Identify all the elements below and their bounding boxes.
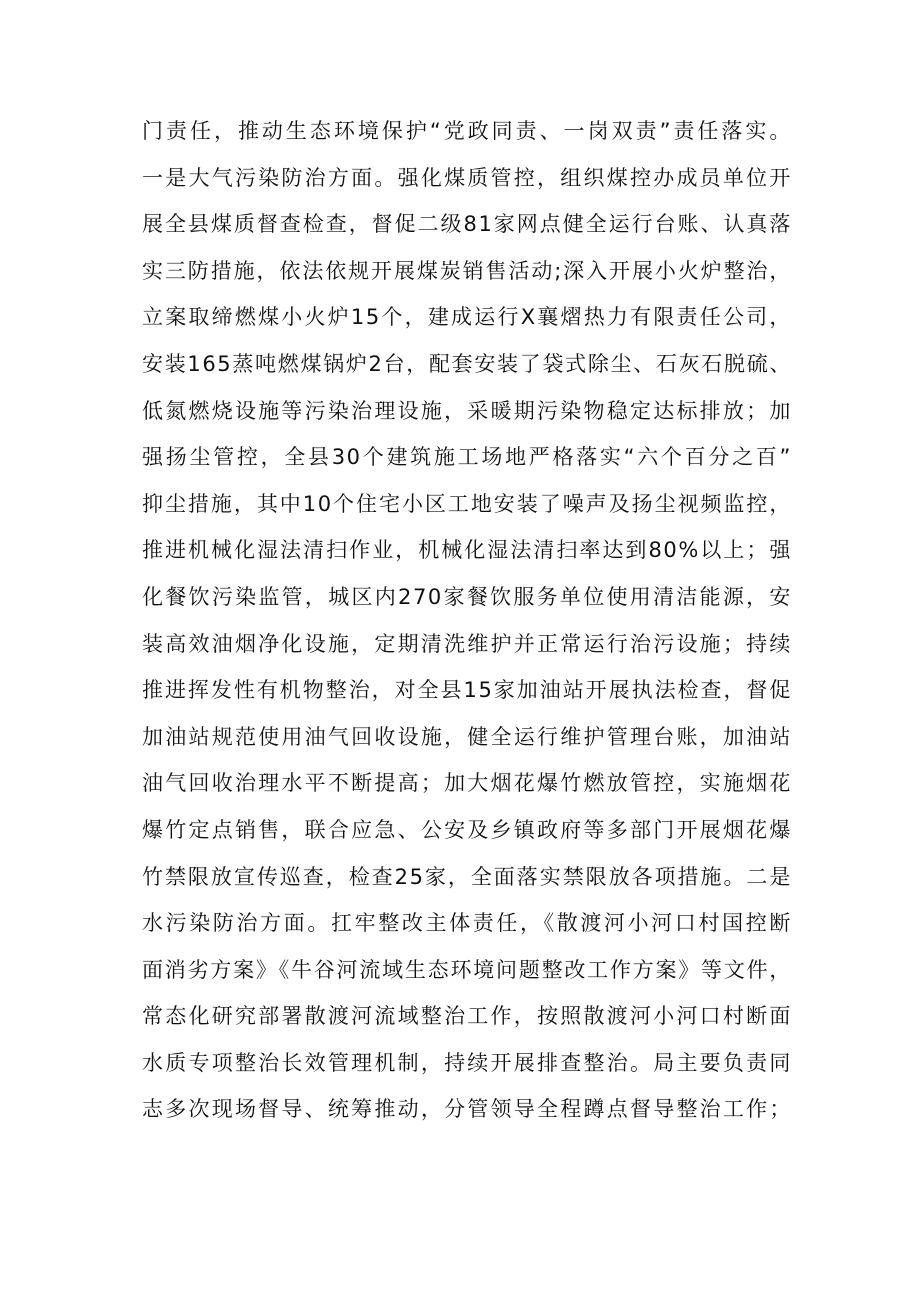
text-line: 爆竹定点销售，联合应急、公安及乡镇政府等多部门开展烟花爆 [142, 817, 792, 842]
text-line: 常态化研究部署散渡河流域整治工作，按照散渡河小河口村断面 [142, 1004, 792, 1029]
text-line: 推进挥发性有机物整治，对全县15家加油站开展执法检查，督促 [142, 678, 792, 703]
text-line: 油气回收治理水平不断提高；加大烟花爆竹燃放管控，实施烟花 [142, 771, 792, 796]
text-line: 安装165蒸吨燃煤锅炉2台，配套安装了袋式除尘、石灰石脱硫、 [142, 351, 792, 376]
text-line: 门责任，推动生态环境保护“党政同责、一岗双责”责任落实。 [142, 119, 792, 143]
text-line: 实三防措施，依法依规开展煤炭销售活动;深入开展小火炉整治， [142, 258, 792, 283]
text-line: 面消劣方案》《牛谷河流域生态环境问题整改工作方案》等文件， [142, 957, 792, 982]
text-line: 装高效油烟净化设施，定期清洗维护并正常运行治污设施；持续 [142, 631, 792, 656]
text-line: 立案取缔燃煤小火炉15个，建成运行X襄熠热力有限责任公司， [142, 305, 792, 330]
text-line: 水污染防治方面。扛牢整改主体责任，《散渡河小河口村国控断 [142, 911, 792, 936]
text-line: 水质专项整治长效管理机制，持续开展排查整治。局主要负责同 [142, 1050, 792, 1075]
text-line: 展全县煤质督查检查，督促二级81家网点健全运行台账、认真落 [142, 212, 792, 237]
text-line: 加油站规范使用油气回收设施，健全运行维护管理台账，加油站 [142, 724, 792, 749]
text-line: 志多次现场督导、统筹推动，分管领导全程蹲点督导整治工作； [142, 1097, 792, 1122]
text-line: 化餐饮污染监管，城区内270家餐饮服务单位使用清洁能源，安 [142, 584, 792, 609]
text-line: 竹禁限放宣传巡查，检查25家，全面落实禁限放各项措施。二是 [142, 864, 792, 889]
text-line: 强扬尘管控，全县30个建筑施工场地严格落实“六个百分之百” [142, 445, 792, 470]
text-line: 抑尘措施，其中10个住宅小区工地安装了噪声及扬尘视频监控， [142, 491, 792, 516]
body-text [142, 108, 792, 1133]
text-line: 低氮燃烧设施等污染治理设施，采暖期污染物稳定达标排放；加 [142, 398, 792, 423]
text-line: 推进机械化湿法清扫作业，机械化湿法清扫率达到80%以上；强 [142, 538, 792, 563]
text-line: 一是大气污染防治方面。强化煤质管控，组织煤控办成员单位开 [142, 165, 792, 190]
